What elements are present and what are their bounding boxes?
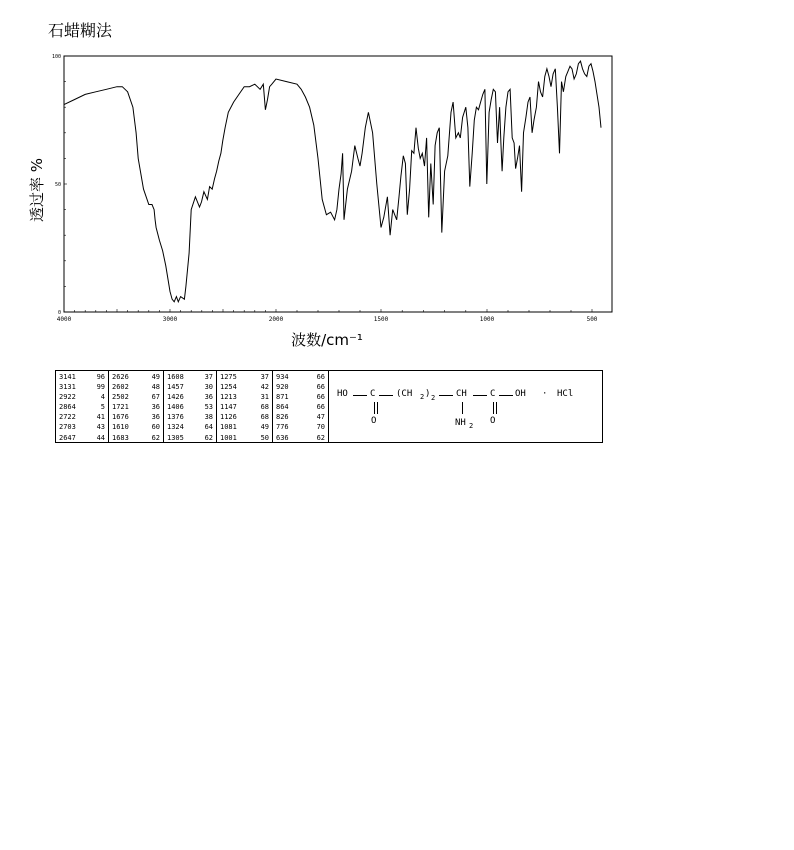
peak-transmittance: 41 [96,413,105,422]
peak-row [59,412,105,422]
peak-transmittance: 36 [204,393,213,402]
peak-transmittance: 43 [96,423,105,432]
structure-hcl: HCl [557,389,574,399]
peak-transmittance: 49 [151,373,160,381]
transmittance-series-line [64,61,601,302]
x-tick-label: 1500 [373,316,389,323]
x-tick-label: 500 [586,316,598,323]
peak-row [112,402,160,412]
peak-column [273,371,329,442]
peak-row [59,372,105,382]
structure-nh2-subscript: 2 [469,422,474,430]
x-tick-label: 3000 [162,316,178,323]
peak-row [59,382,105,392]
peak-row [167,412,213,422]
x-tick-label: 2000 [268,316,284,323]
peak-row [276,372,325,382]
structure-nh2: NH [455,418,466,428]
y-tick-label: 0 [57,310,61,316]
peak-transmittance: 62 [204,433,213,442]
structure-ch2-subscript: 2 [420,393,425,401]
peak-transmittance: 68 [260,403,269,412]
peak-transmittance: 64 [204,423,213,432]
peak-transmittance: 5 [100,403,105,412]
peak-wavenumber: 1676 [112,413,129,422]
peak-transmittance: 70 [316,423,325,432]
peak-transmittance: 62 [151,433,160,442]
peak-transmittance: 48 [151,383,160,392]
peak-row [112,382,160,392]
peak-row [167,433,213,443]
peak-wavenumber: 1324 [167,423,184,432]
peak-wavenumber: 871 [276,393,289,402]
structure-ch2-group: (CH [396,389,413,399]
page-title: 石蜡糊法 [48,21,113,40]
peak-wavenumber: 2602 [112,383,129,392]
structure-oxygen-1: O [371,416,377,426]
peak-row [112,433,160,443]
chemical-structure [329,371,602,442]
peak-row [167,422,213,432]
peak-transmittance: 44 [96,433,105,442]
peak-wavenumber: 864 [276,403,289,412]
structure-ch2-close: ) [425,389,431,399]
peak-transmittance: 96 [96,373,105,381]
peak-wavenumber: 2703 [59,423,76,432]
peak-wavenumber: 826 [276,413,289,422]
plot-frame [64,56,612,312]
peak-transmittance: 36 [151,413,160,422]
peak-row [167,392,213,402]
peak-wavenumber: 1457 [167,383,184,392]
y-axis-label: 透过率 % [28,157,46,223]
peak-row [220,372,269,382]
x-axis-label: 波数/cm⁻¹ [291,331,363,349]
peak-wavenumber: 1147 [220,403,237,412]
peak-wavenumber: 2922 [59,393,76,402]
peak-transmittance: 99 [96,383,105,392]
peak-transmittance: 4 [100,393,105,402]
peak-row [112,372,160,382]
x-axis-tick-labels [57,316,598,323]
peak-row [276,412,325,422]
peak-table [55,370,603,443]
peak-row [220,402,269,412]
peak-row [276,422,325,432]
peak-row [276,402,325,412]
peak-row [220,433,269,443]
peak-transmittance: 66 [316,383,325,392]
peak-row [59,422,105,432]
peak-wavenumber: 1275 [220,373,237,381]
peak-transmittance: 42 [260,383,269,392]
structure-carbon-1: C [370,389,376,399]
peak-row [167,382,213,392]
peak-wavenumber: 1305 [167,433,184,442]
peak-row [112,422,160,432]
structure-oxygen-2: O [490,416,496,426]
structure-ch2-count: 2 [431,394,436,402]
peak-transmittance: 37 [260,373,269,381]
peak-wavenumber: 1081 [220,423,237,432]
peak-transmittance: 66 [316,393,325,402]
peak-row [167,402,213,412]
peak-wavenumber: 1426 [167,393,184,402]
peak-wavenumber: 1721 [112,403,129,412]
peak-row [220,412,269,422]
peak-wavenumber: 636 [276,433,289,442]
peak-column [109,371,164,442]
peak-row [112,392,160,402]
y-tick-label: 50 [54,182,61,188]
peak-transmittance: 36 [151,403,160,412]
peak-row [59,392,105,402]
structure-ho: HO [337,389,348,399]
x-tick-label: 1000 [479,316,495,323]
peak-column [56,371,109,442]
peak-wavenumber: 2626 [112,373,129,381]
peak-wavenumber: 3131 [59,383,76,392]
peak-wavenumber: 2502 [112,393,129,402]
peak-wavenumber: 920 [276,383,289,392]
peak-transmittance: 49 [260,423,269,432]
peak-transmittance: 50 [260,433,269,442]
peak-row [276,433,325,443]
peak-wavenumber: 1610 [112,423,129,432]
peak-transmittance: 47 [316,413,325,422]
peak-row [59,433,105,443]
peak-wavenumber: 1126 [220,413,237,422]
peak-wavenumber: 776 [276,423,289,432]
peak-column [164,371,217,442]
peak-transmittance: 53 [204,403,213,412]
peak-row [220,422,269,432]
peak-transmittance: 62 [316,433,325,442]
peak-wavenumber: 2647 [59,433,76,442]
structure-dot: · [542,389,548,399]
x-tick-label: 4000 [56,316,72,323]
peak-row [276,382,325,392]
peak-row [59,402,105,412]
peak-transmittance: 37 [204,373,213,381]
peak-wavenumber: 3141 [59,373,76,381]
peak-transmittance: 67 [151,393,160,402]
peak-wavenumber: 1254 [220,383,237,392]
peak-column [217,371,273,442]
structure-carbon-2: C [490,389,496,399]
peak-wavenumber: 2864 [59,403,76,412]
peak-row [220,382,269,392]
peak-transmittance: 30 [204,383,213,392]
peak-transmittance: 60 [151,423,160,432]
peak-transmittance: 31 [260,393,269,402]
peak-wavenumber: 1001 [220,433,237,442]
peak-wavenumber: 1406 [167,403,184,412]
peak-wavenumber: 1608 [167,373,184,381]
peak-row [112,412,160,422]
y-axis-tick-labels [52,54,61,316]
structure-oh: OH [515,389,526,399]
peak-transmittance: 38 [204,413,213,422]
peak-row [220,392,269,402]
peak-wavenumber: 934 [276,373,289,381]
peak-wavenumber: 1683 [112,433,129,442]
y-tick-label: 100 [51,54,61,60]
peak-row [167,372,213,382]
ir-spectrum-chart [0,0,794,360]
peak-row [276,392,325,402]
peak-wavenumber: 2722 [59,413,76,422]
peak-wavenumber: 1213 [220,393,237,402]
peak-wavenumber: 1376 [167,413,184,422]
peak-transmittance: 66 [316,373,325,381]
structure-ch: CH [456,389,467,399]
peak-transmittance: 66 [316,403,325,412]
peak-transmittance: 68 [260,413,269,422]
